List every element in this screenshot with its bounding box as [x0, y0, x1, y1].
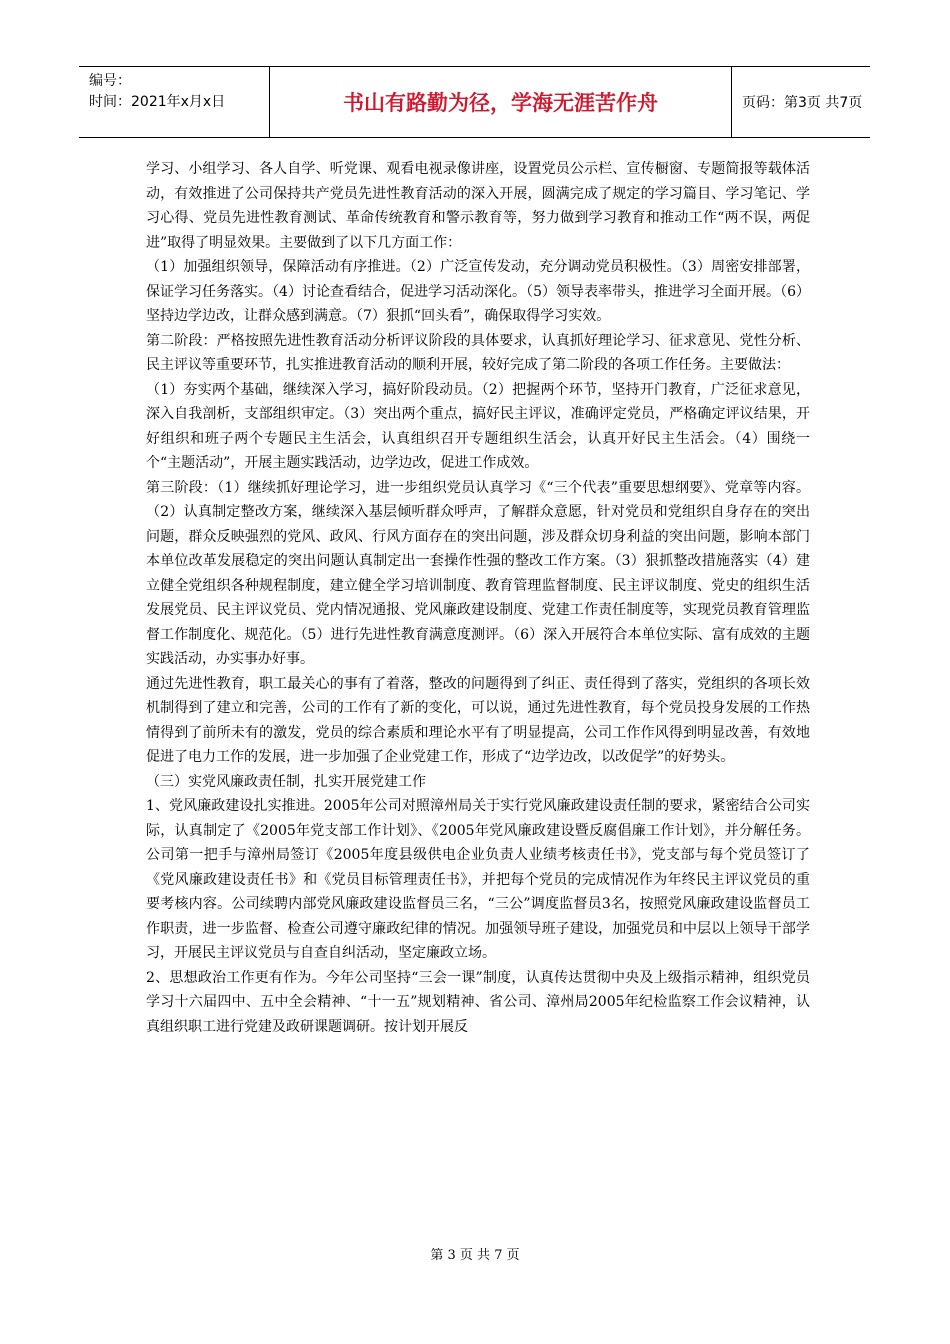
document-number-label: 编号： [89, 73, 131, 89]
paragraph: 1、党风廉政建设扎实推进。2005年公司对照漳州局关于实行党风廉政建设责任制的要求，紧密结合公司实际，认真制定了《2005年党支部工作计划》、《2005年党风廉政建设暨反腐倡廉工作计划》，并分解任务。公司第一把手与漳州局签订《2005年度县级供电企业负责人业绩考核责任书》，党支部与每个党员签订了《党风廉政建设责任书》和《党员目标管理责任书》，并把每个党员的完成情况作为年终民主评议党员的重要考核内容。公司续聘内部党风廉政建设监督员三名，“三公”调度监督员3名，按照党风廉政建设监督员工作职责，进一步监督、检查公司遵守廉政纪律的情况。加强领导班子建设，加强党员和中层以上领导干部学习，开展民主评议党员与自查自纠活动，坚定廉政立场。 [146, 798, 810, 961]
paragraph: （1）夯实两个基础，继续深入学习，搞好阶段动员。（2）把握两个环节，坚持开门教育，广泛征求意见，深入自我剖析，支部组织审定。（3）突出两个重点，搞好民主评议，准确评定党员，严格确定评议结果，开好组织和班子两个专题民主生活会，认真组织召开专题组织生活会，认真开好民主生活会。（4）围绕一个“主题活动”，开展主题实践活动，边学边改，促进工作成效。 [146, 381, 810, 471]
header-motto: 书山有路勤为径，学海无涯苦作舟 [270, 67, 732, 137]
header-meta [79, 67, 270, 137]
paragraph: 通过先进性教育，职工最关心的事有了着落，整改的问题得到了纠正、责任得到了落实，党组织的各项长效机制得到了建立和完善，公司的工作有了新的变化，可以说，通过先进性教育，每个党员投身发展的工作热情得到了前所未有的激发，党员的综合素质和理论水平有了明显提高，公司工作作风得到明显改善，有效地促进了电力工作的发展，进一步加强了企业党建工作，形成了“边学边改，以改促学”的好势头。 [146, 675, 810, 765]
paragraph: 2、思想政治工作更有作为。今年公司坚持“三会一课”制度，认真传达贯彻中央及上级指示精神，组织党员学习十六届四中、五中全会精神、“十一五”规划精神、省公司、漳州局2005年纪检监察工作会议精神，认真组织职工进行党建及政研课题调研。按计划开展反 [146, 969, 810, 1035]
page-footer: 第 3 页 共 7 页 [430, 1248, 520, 1263]
page-header [79, 66, 870, 138]
paragraph: 学习、小组学习、各人自学、听党课、观看电视录像讲座，设置党员公示栏、宣传橱窗、专题简报等载体活动，有效推进了公司保持共产党员先进性教育活动的深入开展，圆满完成了规定的学习篇目、学习笔记、学习心得、党员先进性教育测试、革命传统教育和警示教育等，努力做到学习教育和推动工作“两不误，两促进”取得了明显效果。主要做到了以下几方面工作： [146, 161, 810, 251]
paragraph: 第三阶段：（1）继续抓好理论学习，进一步组织党员认真学习《“三个代表”重要思想纲要》、党章等内容。（2）认真制定整改方案，继续深入基层倾听群众呼声，了解群众意愿，针对党员和党组织自身存在的突出问题，群众反映强烈的党风、政风、行风方面存在的突出问题，涉及群众切身利益的突出问题，影响本部门本单位改革发展稳定的突出问题认真制定出一套操作性强的整改工作方案。（3）狠抓整改措施落实（4）建立健全党组织各种规程制度，建立健全学习培训制度、教育管理监督制度、民主评议制度、党史的组织生活发展党员、民主评议党员、党内情况通报、党风廉政建设制度、党建工作责任制度等，实现党员教育管理监督工作制度化、规范化。（5）进行先进性教育满意度测评。（6）深入开展符合本单位实际、富有成效的主题实践活动，办实事办好事。 [146, 479, 810, 667]
paragraph: 第二阶段：严格按照先进性教育活动分析评议阶段的具体要求，认真抓好理论学习、征求意见、党性分析、民主评议等重要环节，扎实推进教育活动的顺利开展，较好完成了第二阶段的各项工作任务。主要做法： [146, 332, 810, 373]
section-heading: （三）实党风廉政责任制，扎实开展党建工作 [146, 773, 426, 790]
document-time-label: 时间：2021年x月x日 [89, 94, 226, 110]
paragraph: （1）加强组织领导，保障活动有序推进。（2）广泛宣传发动，充分调动党员积极性。（3）周密安排部署，保证学习任务落实。（4）讨论查看结合，促进学习活动深化。（5）领导表率带头，推进学习全面开展。（6）坚持边学边改，让群众感到满意。（7）狠抓“回头看”，确保取得学习实效。 [146, 259, 810, 324]
document-body [146, 157, 810, 1039]
header-page-info: 页码：第3页 共7页 [742, 95, 863, 111]
